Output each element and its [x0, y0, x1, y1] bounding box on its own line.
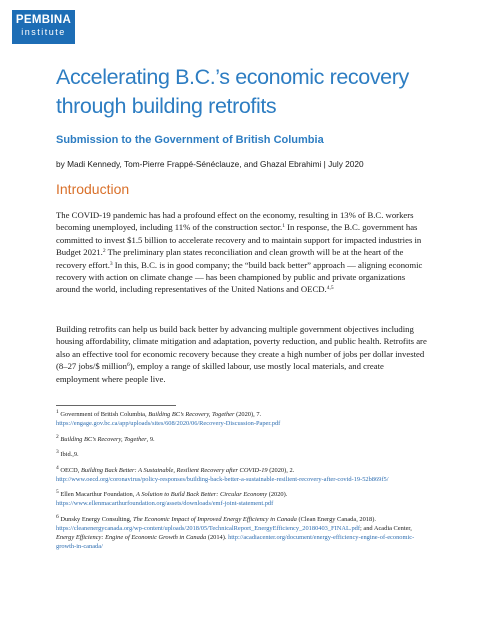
footnote-ref-6: 6 — [126, 362, 130, 369]
footnote-text: Ibid.,9. — [58, 451, 79, 459]
footnote-number: 6 — [56, 513, 59, 520]
logo-line-1: PEMBINA — [15, 14, 72, 26]
para1-text-4: In this, B.C. is in good company; the “build back better” approach — aligning economic recovery with action on climate change — has been championed by public and private organizations around the world, including representatives of the United Nations and OECD. — [56, 259, 423, 295]
footnote-ref-1: 1 — [282, 223, 285, 230]
footnote-source-title: Energy Efficiency: Engine of Economic Growth in Canada — [56, 533, 207, 541]
footnote-number: 1 — [56, 409, 59, 415]
footnote-text: Ellen Macarthur Foundation, — [58, 491, 136, 499]
para1-text-1: The COVID-19 pandemic has had a profound effect on the economy, resulting in 13% of B.C. workers becoming unemployed, including 11% of the construction sector. — [56, 210, 414, 233]
intro-paragraph-2 — [56, 323, 428, 385]
footnote-link[interactable]: http://www.oecd.org/coronavirus/policy-responses/building-back-better-a-sustainable-resilient-recovery-after-covid-19-52b869f5/ — [56, 475, 389, 483]
footnote-text: ; and Acadia Center, — [359, 524, 412, 532]
footnote-source-title: The Economic Impact of Improved Energy Efficiency in Canada — [133, 515, 297, 523]
footnote-text: (2014). — [206, 533, 229, 541]
pembina-logo — [12, 10, 75, 44]
para2-text-1: Building retrofits can help us build back better by advancing multiple government objectives including housing affordability, climate mitigation and adaptation, poverty reduction, and public health. Retrofits are also an effective tool for economic recovery because they create a high number of jobs per dollar invested (8–27 jobs/$ million — [56, 324, 427, 372]
footnote-text: (Clean Energy Canada, 2018). — [296, 515, 376, 523]
footnote-text: (2020), 7. — [234, 411, 262, 418]
footnote-link[interactable]: https://engage.gov.bc.ca/app/uploads/sites/608/2020/06/Recovery-Discussion-Paper.pdf — [56, 420, 281, 427]
footnote-text: (2020). — [267, 491, 288, 499]
logo-line-2: institute — [21, 27, 66, 37]
footnote-text: Dunsky Energy Consulting, — [58, 515, 134, 523]
footnote-text: Government of British Columbia, — [58, 411, 149, 418]
footnote-ref-3: 3 — [109, 260, 113, 267]
footnote-link[interactable]: https://cleanenergycanada.org/wp-content/uploads/2018/05/TechnicalReport_EnergyEfficiency_20180403_FINAL.pdf — [56, 524, 360, 532]
footnote-number: 3 — [56, 449, 59, 456]
footnote-5 — [56, 490, 428, 508]
footnote-2 — [56, 435, 428, 444]
footnote-number: 4 — [56, 464, 59, 471]
footnote-number: 5 — [56, 489, 59, 496]
footnote-1 — [56, 410, 428, 428]
footnote-divider — [56, 405, 176, 406]
footnote-source-title: Building BC’s Recovery, Together — [60, 435, 147, 443]
authors-line: by Madi Kennedy, Tom-Pierre Frappé-Sénéclauze, and Ghazal Ebrahimi | July 2020 — [56, 159, 364, 169]
footnote-number: 2 — [56, 433, 59, 440]
document-subtitle: Submission to the Government of British Columbia — [56, 134, 324, 146]
footnote-6 — [56, 515, 428, 551]
footnote-ref-2: 2 — [102, 248, 106, 255]
footnote-text: OECD, — [58, 466, 81, 474]
para1-text-3: The preliminary plan states reconciliation and clean growth will be at the heart of the recovery effort. — [56, 247, 404, 270]
footnote-4 — [56, 466, 428, 484]
para1-text-2: In response, the B.C. government has committed to invest $1.5 billion to accelerate recovery and to maintain support for impacted industries in Budget 2021. — [56, 222, 422, 258]
footnote-ref-4-5: 4,5 — [326, 285, 334, 292]
footnote-source-title: Building BC’s Recovery, Together — [148, 411, 235, 418]
footnote-link[interactable]: https://www.ellenmacarthurfoundation.org/assets/downloads/emf-joint-statement.pdf — [56, 500, 274, 508]
footnotes — [56, 410, 428, 558]
intro-paragraph-1 — [56, 209, 428, 296]
footnote-text: , 9. — [146, 435, 155, 443]
para2-text-2: ), employ a range of skilled labour, use mostly local materials, and create employment where people live. — [56, 361, 384, 384]
document-title: Accelerating B.C.’s economic recovery through building retrofits — [56, 65, 409, 118]
footnote-3 — [56, 450, 428, 459]
footnote-source-title: A Solution to Build Back Better: Circular Economy — [135, 491, 268, 499]
section-heading-introduction: Introduction — [56, 181, 130, 197]
footnote-link[interactable]: http://acadiacenter.org/document/energy-efficiency-engine-of-economic-growth-in-canada/ — [56, 533, 415, 550]
footnote-source-title: Building Back Better: A Sustainable, Resilient Recovery after COVID-19 — [80, 466, 268, 474]
footnote-text: (2020), 2. — [267, 466, 295, 474]
